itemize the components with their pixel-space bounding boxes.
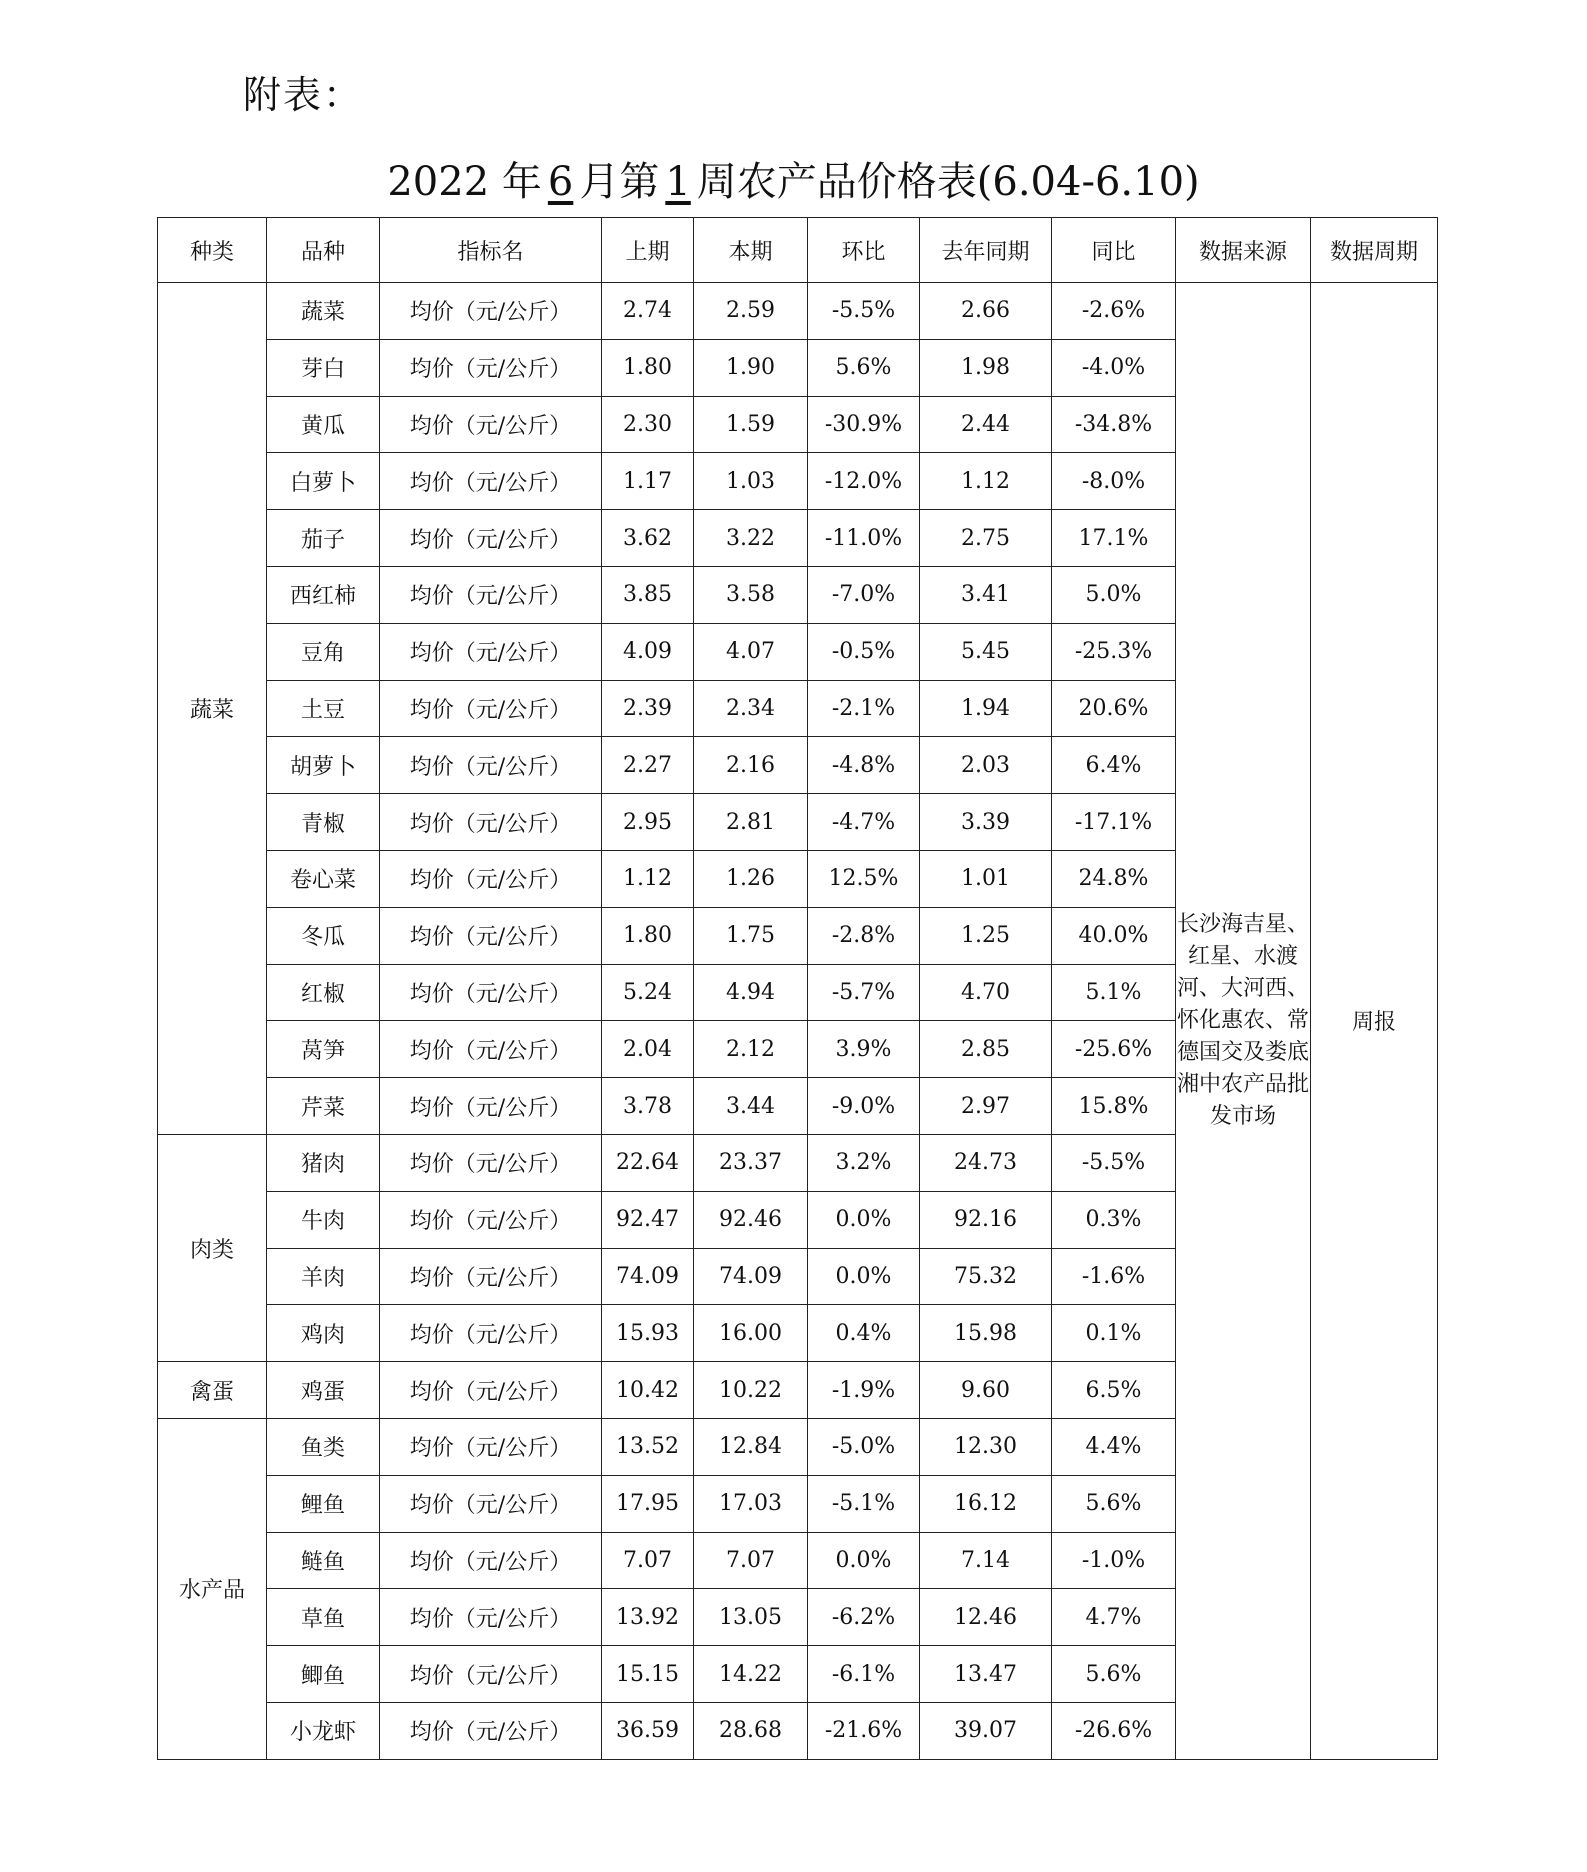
last-year-cell: 7.14 [920,1532,1052,1589]
prev-cell: 5.24 [602,964,694,1021]
prev-cell: 36.59 [602,1702,694,1759]
last-year-cell: 12.30 [920,1418,1052,1475]
indicator-cell: 均价（元/公斤） [380,510,602,567]
prev-cell: 3.85 [602,566,694,623]
mom-cell: -4.8% [808,737,920,794]
indicator-cell: 均价（元/公斤） [380,1418,602,1475]
header-source: 数据来源 [1176,218,1311,283]
prev-cell: 10.42 [602,1362,694,1419]
indicator-cell: 均价（元/公斤） [380,1362,602,1419]
table-row [158,283,1438,340]
curr-cell: 7.07 [694,1532,808,1589]
source-cell: 长沙海吉星、红星、水渡河、大河西、怀化惠农、常德国交及娄底湘中农产品批发市场 [1176,283,1311,1760]
last-year-cell: 1.94 [920,680,1052,737]
curr-cell: 3.58 [694,566,808,623]
yoy-cell: -8.0% [1052,453,1176,510]
mom-cell: -5.7% [808,964,920,1021]
mom-cell: -12.0% [808,453,920,510]
variety-cell: 冬瓜 [267,907,380,964]
yoy-cell: -25.3% [1052,623,1176,680]
yoy-cell: 17.1% [1052,510,1176,567]
prev-cell: 13.92 [602,1589,694,1646]
title-suffix: 周农产品价格表(6.04-6.10) [696,159,1200,205]
mom-cell: -7.0% [808,566,920,623]
variety-cell: 草鱼 [267,1589,380,1646]
curr-cell: 4.07 [694,623,808,680]
variety-cell: 土豆 [267,680,380,737]
last-year-cell: 24.73 [920,1134,1052,1191]
prev-cell: 1.12 [602,850,694,907]
header-category: 种类 [158,218,267,283]
mom-cell: 0.4% [808,1305,920,1362]
prev-cell: 1.80 [602,339,694,396]
curr-cell: 17.03 [694,1475,808,1532]
yoy-cell: 4.7% [1052,1589,1176,1646]
yoy-cell: 40.0% [1052,907,1176,964]
last-year-cell: 13.47 [920,1646,1052,1703]
indicator-cell: 均价（元/公斤） [380,850,602,907]
mom-cell: -2.1% [808,680,920,737]
mom-cell: -5.0% [808,1418,920,1475]
mom-cell: -9.0% [808,1078,920,1135]
curr-cell: 3.44 [694,1078,808,1135]
curr-cell: 16.00 [694,1305,808,1362]
header-prev: 上期 [602,218,694,283]
category-cell: 蔬菜 [158,283,267,1135]
prev-cell: 2.27 [602,737,694,794]
last-year-cell: 5.45 [920,623,1052,680]
prev-cell: 3.78 [602,1078,694,1135]
curr-cell: 14.22 [694,1646,808,1703]
variety-cell: 白萝卜 [267,453,380,510]
yoy-cell: -34.8% [1052,396,1176,453]
indicator-cell: 均价（元/公斤） [380,283,602,340]
indicator-cell: 均价（元/公斤） [380,1646,602,1703]
prev-cell: 2.74 [602,283,694,340]
last-year-cell: 15.98 [920,1305,1052,1362]
mom-cell: -4.7% [808,794,920,851]
last-year-cell: 1.01 [920,850,1052,907]
header-yoy: 同比 [1052,218,1176,283]
last-year-cell: 1.98 [920,339,1052,396]
indicator-cell: 均价（元/公斤） [380,680,602,737]
variety-cell: 茄子 [267,510,380,567]
mom-cell: 3.2% [808,1134,920,1191]
curr-cell: 2.59 [694,283,808,340]
indicator-cell: 均价（元/公斤） [380,623,602,680]
last-year-cell: 2.03 [920,737,1052,794]
last-year-cell: 1.12 [920,453,1052,510]
last-year-cell: 75.32 [920,1248,1052,1305]
mom-cell: -1.9% [808,1362,920,1419]
prev-cell: 4.09 [602,623,694,680]
variety-cell: 卷心菜 [267,850,380,907]
indicator-cell: 均价（元/公斤） [380,737,602,794]
variety-cell: 羊肉 [267,1248,380,1305]
curr-cell: 1.59 [694,396,808,453]
prev-cell: 1.80 [602,907,694,964]
curr-cell: 10.22 [694,1362,808,1419]
variety-cell: 鲤鱼 [267,1475,380,1532]
curr-cell: 12.84 [694,1418,808,1475]
prev-cell: 2.04 [602,1021,694,1078]
prev-cell: 15.93 [602,1305,694,1362]
prev-cell: 1.17 [602,453,694,510]
last-year-cell: 1.25 [920,907,1052,964]
page-title [0,150,1587,207]
yoy-cell: -2.6% [1052,283,1176,340]
last-year-cell: 12.46 [920,1589,1052,1646]
curr-cell: 28.68 [694,1702,808,1759]
curr-cell: 1.90 [694,339,808,396]
variety-cell: 小龙虾 [267,1702,380,1759]
indicator-cell: 均价（元/公斤） [380,964,602,1021]
indicator-cell: 均价（元/公斤） [380,453,602,510]
mom-cell: -5.5% [808,283,920,340]
table-body [158,283,1438,1760]
category-cell: 肉类 [158,1134,267,1361]
curr-cell: 2.34 [694,680,808,737]
category-cell: 禽蛋 [158,1362,267,1419]
period-cell: 周报 [1311,283,1438,1760]
indicator-cell: 均价（元/公斤） [380,1475,602,1532]
indicator-cell: 均价（元/公斤） [380,1305,602,1362]
yoy-cell: 5.6% [1052,1475,1176,1532]
indicator-cell: 均价（元/公斤） [380,1021,602,1078]
mom-cell: -11.0% [808,510,920,567]
variety-cell: 莴笋 [267,1021,380,1078]
indicator-cell: 均价（元/公斤） [380,1078,602,1135]
variety-cell: 芽白 [267,339,380,396]
curr-cell: 3.22 [694,510,808,567]
variety-cell: 西红柿 [267,566,380,623]
yoy-cell: 15.8% [1052,1078,1176,1135]
title-mid: 月第 [579,159,660,205]
curr-cell: 13.05 [694,1589,808,1646]
header-variety: 品种 [267,218,380,283]
mom-cell: 5.6% [808,339,920,396]
last-year-cell: 3.39 [920,794,1052,851]
curr-cell: 2.16 [694,737,808,794]
last-year-cell: 2.66 [920,283,1052,340]
prev-cell: 2.95 [602,794,694,851]
last-year-cell: 16.12 [920,1475,1052,1532]
prev-cell: 3.62 [602,510,694,567]
header-mom: 环比 [808,218,920,283]
prev-cell: 74.09 [602,1248,694,1305]
yoy-cell: 6.4% [1052,737,1176,794]
yoy-cell: 4.4% [1052,1418,1176,1475]
last-year-cell: 39.07 [920,1702,1052,1759]
mom-cell: -5.1% [808,1475,920,1532]
variety-cell: 鲫鱼 [267,1646,380,1703]
price-table [157,217,1438,1760]
variety-cell: 青椒 [267,794,380,851]
indicator-cell: 均价（元/公斤） [380,1532,602,1589]
mom-cell: -0.5% [808,623,920,680]
yoy-cell: 20.6% [1052,680,1176,737]
mom-cell: 0.0% [808,1191,920,1248]
yoy-cell: 6.5% [1052,1362,1176,1419]
yoy-cell: 0.3% [1052,1191,1176,1248]
title-week: 1 [665,159,691,205]
variety-cell: 蔬菜 [267,283,380,340]
last-year-cell: 2.44 [920,396,1052,453]
yoy-cell: -17.1% [1052,794,1176,851]
indicator-cell: 均价（元/公斤） [380,1191,602,1248]
variety-cell: 胡萝卜 [267,737,380,794]
prev-cell: 2.30 [602,396,694,453]
prev-cell: 7.07 [602,1532,694,1589]
curr-cell: 1.26 [694,850,808,907]
indicator-cell: 均价（元/公斤） [380,907,602,964]
curr-cell: 2.12 [694,1021,808,1078]
curr-cell: 2.81 [694,794,808,851]
variety-cell: 黄瓜 [267,396,380,453]
mom-cell: 0.0% [808,1248,920,1305]
yoy-cell: -4.0% [1052,339,1176,396]
prev-cell: 22.64 [602,1134,694,1191]
variety-cell: 猪肉 [267,1134,380,1191]
curr-cell: 4.94 [694,964,808,1021]
mom-cell: -21.6% [808,1702,920,1759]
indicator-cell: 均价（元/公斤） [380,396,602,453]
last-year-cell: 92.16 [920,1191,1052,1248]
variety-cell: 鸡蛋 [267,1362,380,1419]
yoy-cell: 5.6% [1052,1646,1176,1703]
variety-cell: 红椒 [267,964,380,1021]
category-cell: 水产品 [158,1418,267,1759]
indicator-cell: 均价（元/公斤） [380,566,602,623]
yoy-cell: -1.0% [1052,1532,1176,1589]
indicator-cell: 均价（元/公斤） [380,1134,602,1191]
header-curr: 本期 [694,218,808,283]
variety-cell: 鲢鱼 [267,1532,380,1589]
curr-cell: 92.46 [694,1191,808,1248]
mom-cell: -2.8% [808,907,920,964]
curr-cell: 74.09 [694,1248,808,1305]
last-year-cell: 2.97 [920,1078,1052,1135]
title-prefix: 2022 年 [387,159,542,205]
last-year-cell: 9.60 [920,1362,1052,1419]
indicator-cell: 均价（元/公斤） [380,1702,602,1759]
curr-cell: 23.37 [694,1134,808,1191]
yoy-cell: 5.0% [1052,566,1176,623]
variety-cell: 鱼类 [267,1418,380,1475]
last-year-cell: 2.75 [920,510,1052,567]
yoy-cell: 24.8% [1052,850,1176,907]
last-year-cell: 4.70 [920,964,1052,1021]
yoy-cell: -5.5% [1052,1134,1176,1191]
yoy-cell: 0.1% [1052,1305,1176,1362]
header-period: 数据周期 [1311,218,1438,283]
indicator-cell: 均价（元/公斤） [380,794,602,851]
prev-cell: 15.15 [602,1646,694,1703]
last-year-cell: 3.41 [920,566,1052,623]
variety-cell: 芹菜 [267,1078,380,1135]
prev-cell: 2.39 [602,680,694,737]
last-year-cell: 2.85 [920,1021,1052,1078]
title-month: 6 [547,159,574,205]
mom-cell: 0.0% [808,1532,920,1589]
indicator-cell: 均价（元/公斤） [380,1589,602,1646]
yoy-cell: -1.6% [1052,1248,1176,1305]
indicator-cell: 均价（元/公斤） [380,339,602,396]
prev-cell: 17.95 [602,1475,694,1532]
header-last-year: 去年同期 [920,218,1052,283]
mom-cell: -6.1% [808,1646,920,1703]
variety-cell: 鸡肉 [267,1305,380,1362]
header-indicator: 指标名 [380,218,602,283]
mom-cell: 3.9% [808,1021,920,1078]
header-row [158,218,1438,283]
yoy-cell: 5.1% [1052,964,1176,1021]
yoy-cell: -26.6% [1052,1702,1176,1759]
curr-cell: 1.75 [694,907,808,964]
curr-cell: 1.03 [694,453,808,510]
variety-cell: 牛肉 [267,1191,380,1248]
prev-cell: 92.47 [602,1191,694,1248]
variety-cell: 豆角 [267,623,380,680]
yoy-cell: -25.6% [1052,1021,1176,1078]
mom-cell: -30.9% [808,396,920,453]
indicator-cell: 均价（元/公斤） [380,1248,602,1305]
mom-cell: -6.2% [808,1589,920,1646]
prev-cell: 13.52 [602,1418,694,1475]
annex-label: 附表： [243,73,364,117]
mom-cell: 12.5% [808,850,920,907]
